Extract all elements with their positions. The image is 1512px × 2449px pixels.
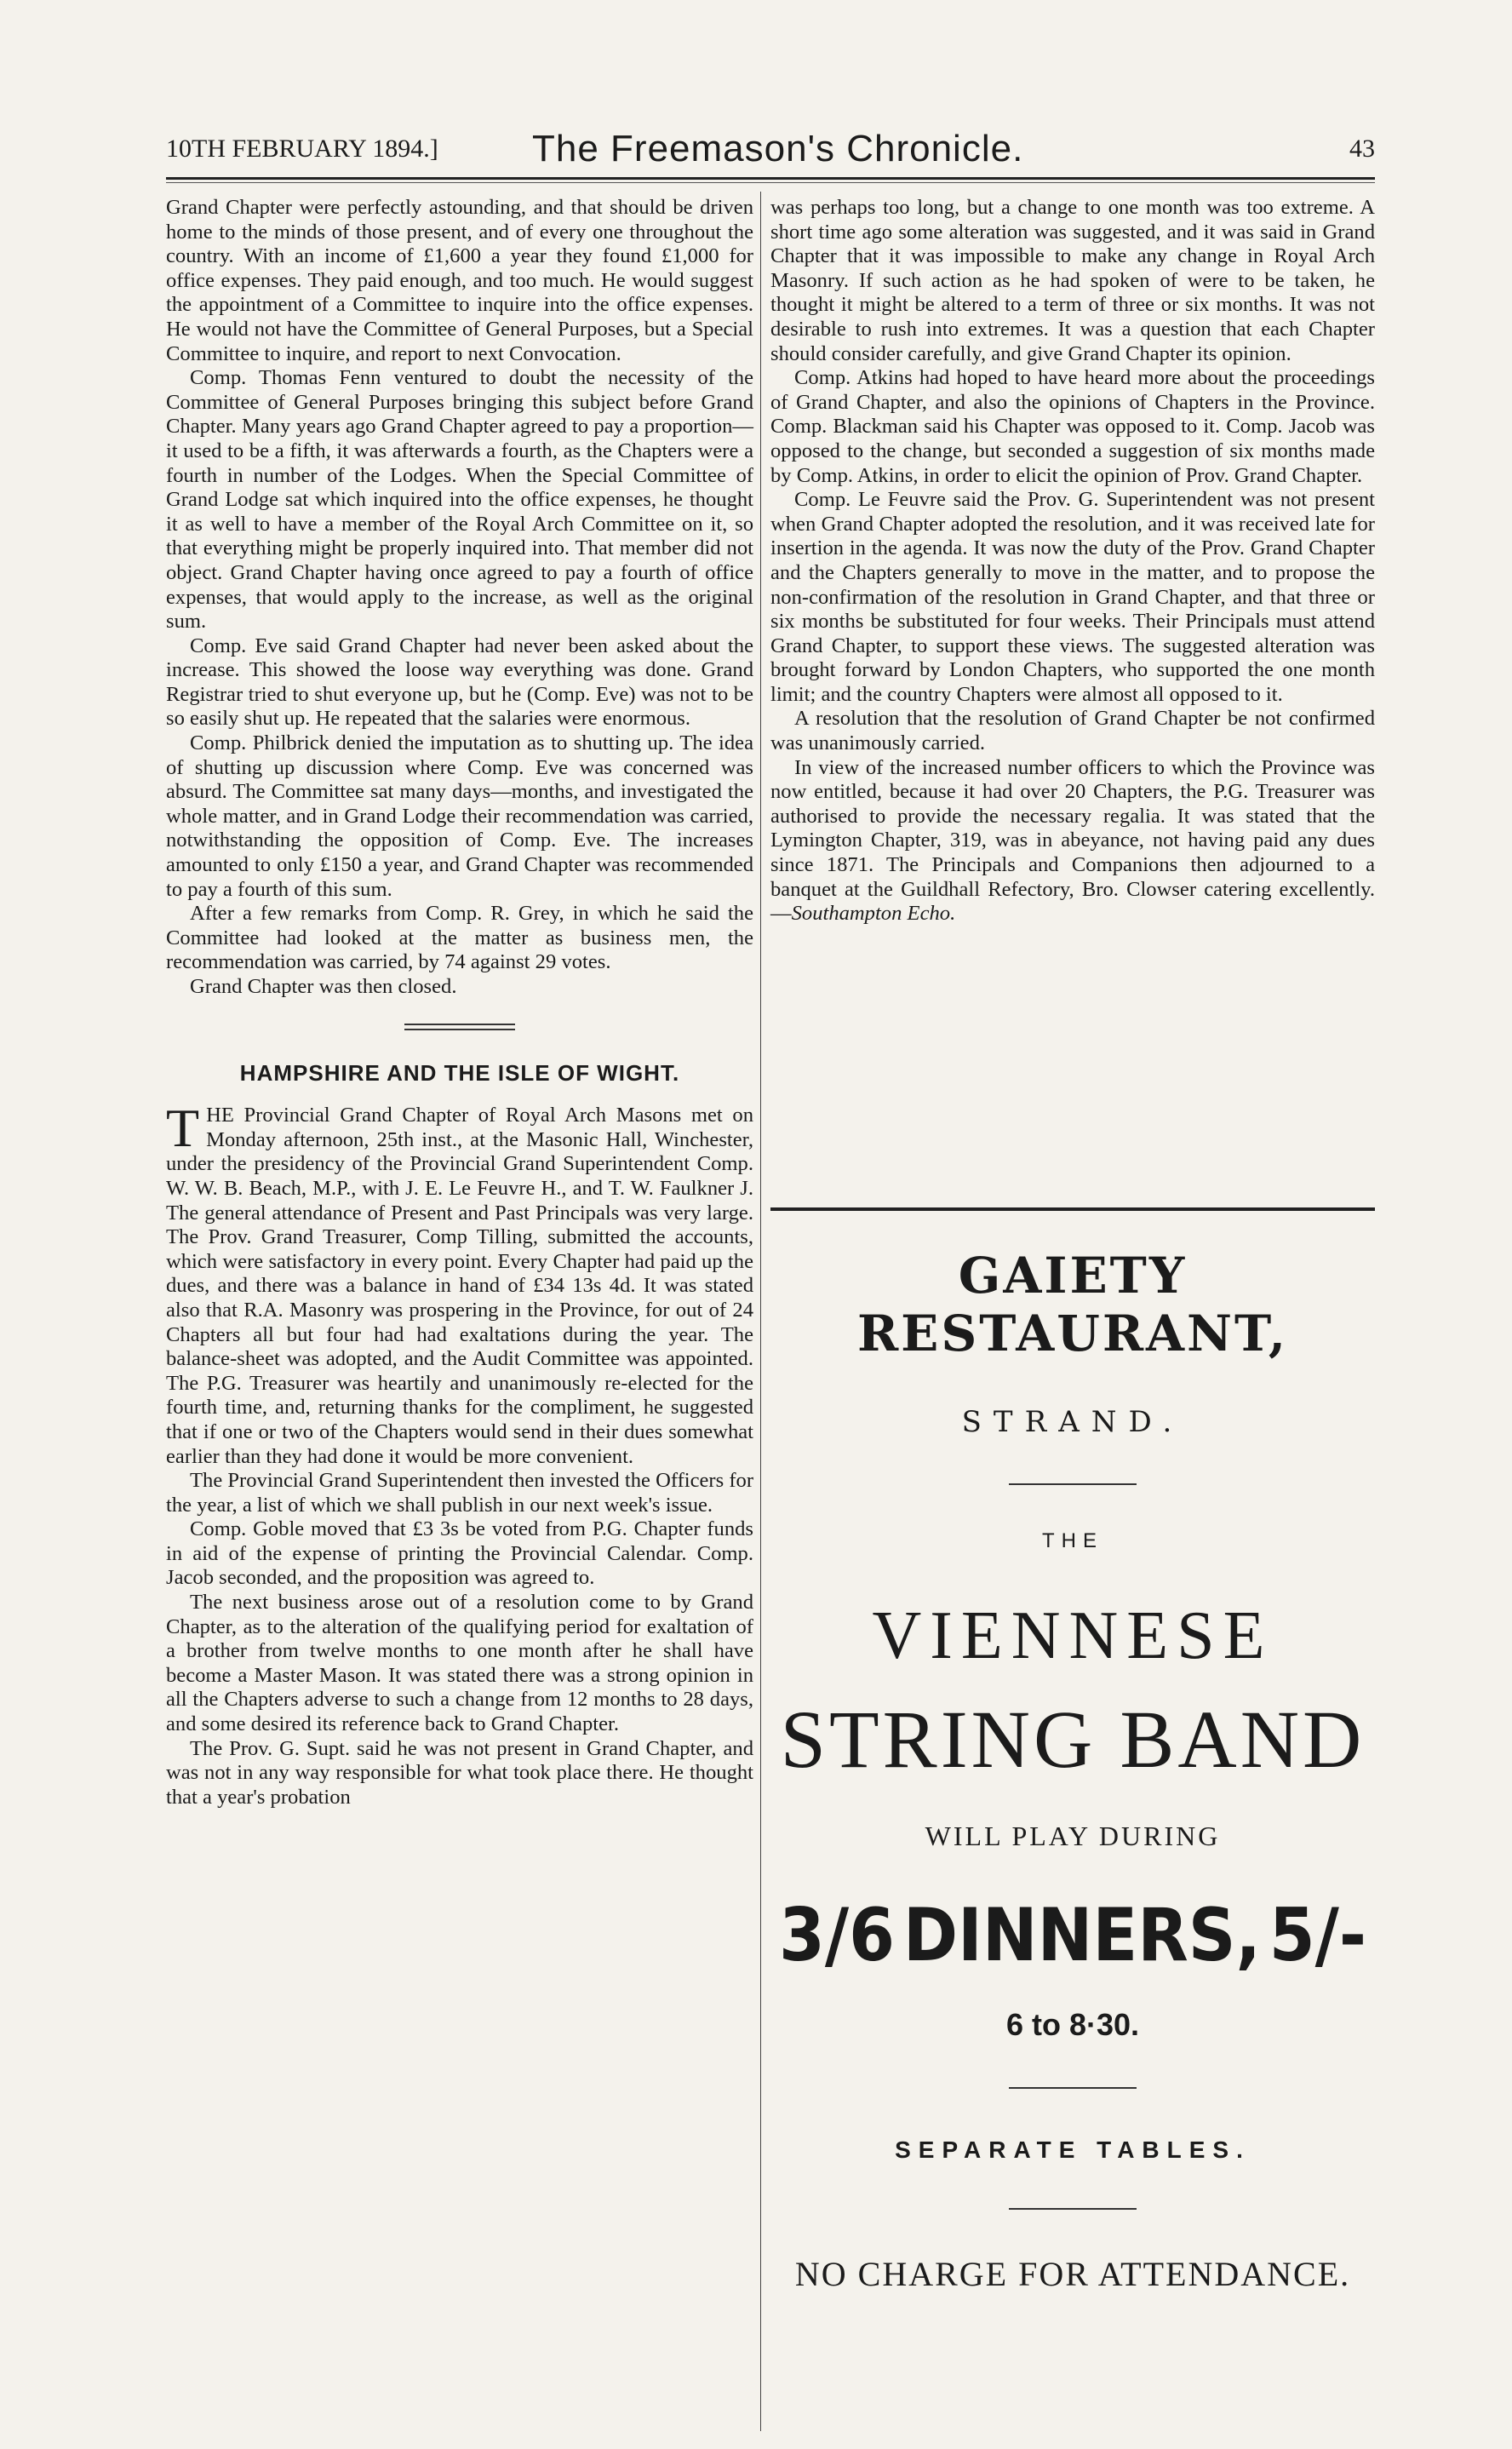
right-paragraph-5 — [770, 756, 1375, 926]
column-divider — [760, 192, 761, 2431]
section-title: HAMPSHIRE AND THE ISLE OF WIGHT. — [239, 1059, 680, 1086]
left-paragraph-7-text: HE Provincial Grand Chapter of Royal Arch Masons met on Monday afternoon, 25th inst., at the Masonic Hall, Winchester, under the presidency of the Provincial Grand Superintendent Comp. W. W. B. Beach, M.P., with J. E. Le Feuvre H., and T. W. Faulkner J. The general attendance of Present and Past Principals was very large. The Prov. Grand Treasurer, Comp Tilling, submitted the accounts, which were satisfactory in every point. Every Chapter had paid up the dues, and there was a balance in hand of £34 13s 4d. It was stated also that R.A. Masonry was prospering in the Province, for out of 24 Chapters all but four had had exaltations during the year. The balance-sheet was adopted, and the Audit Committee was appointed. The P.G. Treasurer was heartily and unanimously re-elected for the fourth time, and, returning thanks for the compliment, he suggested that if one or two of the Chapters would send in their dues somewhat earlier than they had done it would be more convenient. — [166, 1104, 753, 1468]
drop-cap: T — [166, 1098, 200, 1159]
ad-dinners: DINNERS, — [902, 1893, 1261, 1978]
header-page-number: 43 — [1349, 135, 1375, 163]
right-paragraph-2: Comp. Atkins had hoped to have heard more about the proceedings of Grand Chapter, and also the opinions of Chapters in the Province. Comp. Blackman said his Chapter was opposed to it. Comp. Jacob was opposed to the change, but seconded a suggestion of six months made by Comp. Atkins, in order to elicit the opinion of Prov. Grand Chapter. — [770, 366, 1375, 487]
ad-the: THE — [1042, 1529, 1103, 1552]
right-paragraph-1: was perhaps too long, but a change to one month was too extreme. A short time ago some alteration was suggested, and it was said in Grand Chapter that it was impossible to make any change in Royal Arch Masonry. If such action as he had spoken of were to be taken, he thought it might be altered to a term of three or six months. It was not desirable to rush into extremes. It was a question that each Chapter should consider carefully, and give Grand Chapter its opinion. — [770, 196, 1375, 365]
ad-price-right: 5/- — [1269, 1893, 1366, 1978]
ad-rule-3 — [1009, 2208, 1137, 2210]
ad-string-band: STRING BAND — [780, 1694, 1366, 1785]
advertisement — [770, 1207, 1375, 2294]
right-paragraph-4: A resolution that the resolution of Grand Chapter be not confirmed was unanimously carried. — [770, 707, 1375, 755]
section-divider-bottom — [404, 1029, 515, 1030]
header-rule-thin — [166, 182, 1375, 183]
page-header — [166, 128, 1375, 179]
ad-rule-1 — [1009, 1483, 1137, 1485]
ad-time: 6 to 8·30. — [1005, 2007, 1140, 2042]
left-paragraph-2: Comp. Thomas Fenn ventured to doubt the necessity of the Committee of General Purposes bringing this subject before Grand Chapter. Many years ago Grand Chapter agreed to pay a proportion—it used to be a fifth, it was afterwards a fourth, as the Chapters were a fourth in number of the Lodges. When the Special Committee of Grand Lodge sat which inquired into the office expenses, he thought it as well to have a member of the Royal Arch Committee on it, so that everything might be properly inquired into. That member did not object. Grand Chapter having once agreed to pay a fourth of office expenses, that would apply to the increase, as well as the original sum. — [166, 366, 753, 634]
ad-rule-2 — [1009, 2087, 1137, 2089]
right-paragraph-3: Comp. Le Feuvre said the Prov. G. Superintendent was not present when Grand Chapter adopted the resolution, and it was received late for insertion in the agenda. It was now the duty of the Prov. Grand Chapter and the Chapters generally to move in the matter, and to propose the non-confirmation of the resolution in Grand Chapter, and that three or six months be substituted for four weeks. Their Principals must attend Grand Chapter, to support these views. The suggested alteration was brought forward by London Chapters, who supported the one month limit; and the country Chapters were almost all opposed to it. — [770, 488, 1375, 706]
left-paragraph-5: After a few remarks from Comp. R. Grey, in which he said the Committee had looked at the matter as business men, the recommendation was carried, by 74 against 29 votes. — [166, 902, 753, 974]
right-column — [770, 196, 1375, 926]
left-paragraph-10: The next business arose out of a resolution come to by Grand Chapter, as to the alteration of the qualifying period for exaltation of a brother from twelve months to one month after he shall have become a Master Mason. It was stated there was a strong opinion in all the Chapters adverse to such a change from 12 months to 28 days, and some desired its reference back to Grand Chapter. — [166, 1591, 753, 1736]
left-paragraph-11: The Prov. G. Supt. said he was not present in Grand Chapter, and was not in any way responsible for what took place there. He thought that a year's probation — [166, 1736, 753, 1809]
left-paragraph-8: The Provincial Grand Superintendent then invested the Officers for the year, a list of which we shall publish in our next week's issue. — [166, 1469, 754, 1517]
left-paragraph-7 — [166, 1098, 753, 1469]
left-paragraph-3: Comp. Eve said Grand Chapter had never been asked about the increase. This showed the loose way everything was done. Grand Registrar tried to shut everyone up, but he (Comp. Eve) was not to be so easily shut up. He repeated that the salaries were enormous. — [166, 634, 753, 731]
source-credit: Southampton Echo. — [791, 902, 956, 926]
left-paragraph-1: Grand Chapter were perfectly astounding, and that should be driven home to the minds of those present, and of every one throughout the country. With an income of £1,600 a year they found £1,000 for office expenses. They paid enough, and too much. He would suggest the appointment of a Committee to inquire into the office expenses. He would not have the Committee of General Purposes, but a Special Committee to inquire, and report to next Convocation. — [166, 196, 753, 365]
ad-top-rule — [770, 1207, 1375, 1211]
left-column — [166, 196, 753, 1810]
ad-no-charge: NO CHARGE FOR ATTENDANCE. — [794, 2255, 1351, 2293]
ad-dinners-line — [770, 1893, 1375, 1978]
ad-title: GAIETY RESTAURANT, — [856, 1247, 1289, 1362]
header-rule — [166, 177, 1375, 180]
ad-separate-tables: SEPARATE TABLES. — [895, 2136, 1251, 2163]
header-date: 10TH FEBRUARY 1894.] — [166, 135, 438, 163]
ad-viennese: VIENNESE — [872, 1598, 1274, 1673]
ad-price-left: 3/6 — [779, 1893, 895, 1978]
left-paragraph-6: Grand Chapter was then closed. — [190, 975, 457, 998]
ad-will-play: WILL PLAY DURING — [925, 1821, 1221, 1851]
section-divider-top — [404, 1024, 515, 1025]
ad-location: STRAND. — [961, 1405, 1184, 1439]
left-paragraph-4: Comp. Philbrick denied the imputation as to shutting up. The idea of shutting up discussion where Comp. Eve was concerned was absurd. The Committee sat many days—months, and investigated the whole matter, and in Grand Lodge their recommendation was carried, notwithstanding the opposition of Comp. Eve. The increases amounted to only £150 a year, and Grand Chapter was recommended to pay a fourth of this sum. — [166, 731, 753, 901]
left-paragraph-9: Comp. Goble moved that £3 3s be voted from P.G. Chapter funds in aid of the expense of printing the Provincial Calendar. Comp. Jacob seconded, and the proposition was agreed to. — [166, 1517, 753, 1590]
header-title: The Freemason's Chronicle. — [532, 128, 1024, 169]
right-paragraph-5-text: In view of the increased number officers to which the Province was now entitled, because it had over 20 Chapters, the P.G. Treasurer was authorised to provide the necessary regalia. It was stated that the Lymington Chapter, 319, was in abeyance, not having paid any dues since 1871. The Principals and Companions then adjourned to a banquet at the Guildhall Refectory, Bro. Clowser catering excellently.— — [770, 755, 1375, 926]
